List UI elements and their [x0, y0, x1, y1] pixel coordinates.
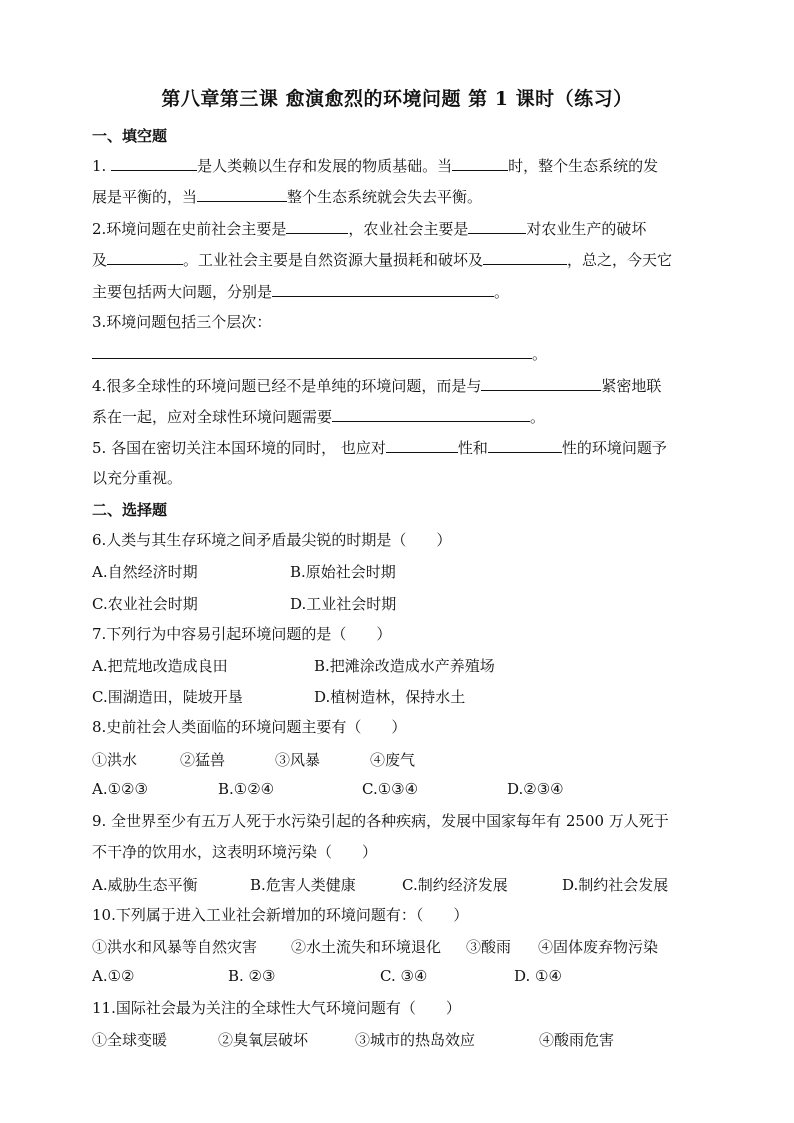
- question-8-option-c[interactable]: C.①③④: [362, 780, 419, 798]
- question-6-stem: 6.人类与其生存环境之间矛盾最尖锐的时期是（ ）: [92, 531, 452, 549]
- question-6-option-d[interactable]: D.工业社会时期: [290, 595, 397, 613]
- question-5-line-2: 以充分重视。: [92, 469, 183, 487]
- question-10-option-c[interactable]: C. ③④: [380, 967, 428, 985]
- question-9-line-2: 不干净的饮用水，这表明环境污染（ ）: [92, 843, 378, 861]
- question-8-stem: 8.史前社会人类面临的环境问题主要有（ ）: [92, 718, 407, 736]
- question-1-line-1: 1. 是人类赖以生存和发展的物质基础。当 时，整个生态系统的发: [92, 157, 659, 175]
- answer-blank[interactable]: [483, 249, 567, 265]
- answer-blank[interactable]: [197, 186, 287, 202]
- question-6-option-c[interactable]: C.农业社会时期: [92, 595, 198, 613]
- answer-blank[interactable]: [107, 249, 183, 265]
- question-10-stem: 10.下列属于进入工业社会新增加的环境问题有：（ ）: [92, 906, 469, 924]
- answer-blank[interactable]: [332, 406, 530, 422]
- question-8-item-1: ①洪水: [92, 751, 138, 769]
- question-7-option-a[interactable]: A.把荒地改造成良田: [92, 657, 228, 675]
- section-fill-blank-heading: 一、填空题: [92, 127, 168, 145]
- question-3-line-2: 。: [92, 343, 704, 364]
- answer-blank[interactable]: [468, 218, 526, 234]
- answer-blank[interactable]: [481, 375, 601, 391]
- question-7-option-b[interactable]: B.把滩涂改造成水产养殖场: [314, 657, 495, 675]
- question-8-item-4: ④废气: [370, 751, 416, 769]
- question-2-line-1: 2.环境问题在史前社会主要是 ，农业社会主要是 对农业生产的破坏: [92, 220, 647, 238]
- question-9-option-d[interactable]: D.制约社会发展: [562, 876, 669, 894]
- question-2-line-3: 主要包括两大问题，分别是 。: [92, 283, 510, 301]
- question-9-option-b[interactable]: B.危害人类健康: [250, 876, 356, 894]
- question-10-item-4: ④固体废弃物污染: [538, 938, 659, 956]
- question-7-option-d[interactable]: D.植树造林，保持水土: [314, 688, 466, 706]
- question-8-option-b[interactable]: B.①②④: [218, 780, 275, 798]
- question-11-item-1: ①全球变暖: [92, 1031, 168, 1049]
- question-1-line-2: 展是平衡的，当 整个生态系统就会失去平衡。: [92, 188, 483, 206]
- question-8-option-d[interactable]: D.②③④: [507, 780, 564, 798]
- question-10-item-3: ③酸雨: [466, 938, 512, 956]
- question-10-option-a[interactable]: A.①②: [92, 967, 135, 985]
- question-9-option-a[interactable]: A.威胁生态平衡: [92, 876, 198, 894]
- question-9-line-1: 9. 全世界至少有五万人死于水污染引起的各种疾病，发展中国家每年有 2500 万人死于: [92, 812, 669, 830]
- page-title: 第八章第三课 愈演愈烈的环境问题 第 1 课时（练习）: [161, 88, 633, 110]
- question-6-option-a[interactable]: A.自然经济时期: [92, 563, 198, 581]
- answer-blank[interactable]: [386, 437, 458, 453]
- question-4-line-1: 4.很多全球性的环境问题已经不是单纯的环境问题，而是与 紧密地联: [92, 377, 662, 395]
- question-3-line-1: 3.环境问题包括三个层次：: [92, 313, 272, 331]
- question-11-item-4: ④酸雨危害: [539, 1031, 615, 1049]
- question-5-line-1: 5. 各国在密切关注本国环境的同时， 也应对 性和 性的环境问题予: [92, 439, 667, 457]
- question-11-item-2: ②臭氧层破坏: [218, 1031, 309, 1049]
- question-8-item-3: ③风暴: [275, 751, 321, 769]
- question-11-item-3: ③城市的热岛效应: [355, 1031, 476, 1049]
- answer-blank[interactable]: [286, 218, 348, 234]
- question-4-line-2: 系在一起，应对全球性环境问题需要 。: [92, 408, 546, 426]
- question-9-option-c[interactable]: C.制约经济发展: [402, 876, 508, 894]
- question-8-item-2: ②猛兽: [180, 751, 226, 769]
- question-10-item-2: ②水土流失和环境退化: [291, 938, 442, 956]
- answer-blank[interactable]: [92, 343, 532, 359]
- answer-blank[interactable]: [488, 437, 562, 453]
- question-2-line-2: 及 。工业社会主要是自然资源大量损耗和破坏及 ，总之，今天它: [92, 251, 673, 269]
- section-multiple-choice-heading: 二、选择题: [92, 501, 168, 519]
- question-10-option-d[interactable]: D. ①④: [514, 967, 562, 985]
- question-7-stem: 7.下列行为中容易引起环境问题的是（ ）: [92, 625, 392, 643]
- answer-blank[interactable]: [452, 155, 508, 171]
- question-7-option-c[interactable]: C.围湖造田，陡坡开垦: [92, 688, 243, 706]
- question-6-option-b[interactable]: B.原始社会时期: [290, 563, 396, 581]
- question-11-stem: 11.国际社会最为关注的全球性大气环境问题有（ ）: [92, 999, 461, 1017]
- answer-blank[interactable]: [111, 155, 197, 171]
- question-8-option-a[interactable]: A.①②③: [92, 780, 148, 798]
- question-10-item-1: ①洪水和风暴等自然灾害: [92, 938, 258, 956]
- answer-blank[interactable]: [272, 281, 494, 297]
- question-10-option-b[interactable]: B. ②③: [228, 967, 276, 985]
